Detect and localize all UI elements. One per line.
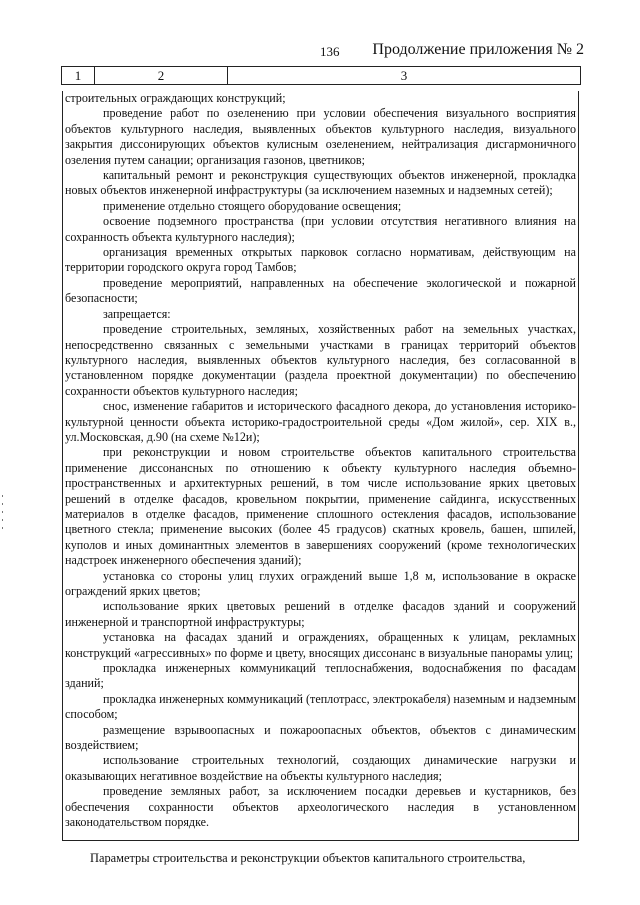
paragraph: освоение подземного пространства (при условии отсутствия негативного влияния на сохранность объекта культурного наследия);: [65, 214, 576, 244]
paragraph: применение отдельно стоящего оборудование освещения;: [103, 198, 402, 213]
scan-mark: [2, 519, 3, 521]
scan-mark: [2, 495, 3, 497]
paragraph: прокладка инженерных коммуникаций (теплотрасс, электрокабеля) наземным и надземным способом;: [65, 691, 577, 722]
paragraph: установка на фасадах зданий и ограждениях, обращенных к улицам, рекламных конструкций «агрессивных» по форме и цвету, вносящих диссонанс в визуальные панорамы улиц;: [65, 630, 576, 660]
scan-mark: [2, 527, 3, 529]
table-header-row: [62, 67, 581, 85]
column-number-2: 2: [95, 67, 228, 85]
paragraph-heading: запрещается:: [103, 306, 171, 321]
paragraph: размещение взрывоопасных и пожароопасных объектов, объектов с динамическим воздействием;: [65, 722, 576, 753]
table-body-cell: [62, 91, 579, 841]
paragraph: использование строительных технологий, создающих динамические нагрузки и оказывающих негативное воздействие на объекты культурного наследия;: [65, 753, 576, 783]
paragraph: проведение работ по озеленению при условии обеспечения визуального восприятия объектов культурного наследия, выявленных объектов культурного наследия, визуального закрытия диссонирующих объектов кулисным озеленением, нейтрализация дисгармоничного озеления путем санации; организация газонов, цветников;: [65, 106, 576, 167]
paragraph: использование ярких цветовых решений в отделке фасадов зданий и сооружений инженерной и транспортной инфраструктуры;: [65, 599, 576, 629]
paragraph: снос, изменение габаритов и исторического фасадного декора, до установления историко-культурной ценности объекта историко-градостроительной среды «Дом жилой», сер. XIX в., ул.Московская, д.90 (на схеме №12и);: [65, 399, 576, 444]
scan-mark: [2, 511, 3, 513]
page-header: [0, 40, 640, 64]
paragraph: проведение земляных работ, за исключением посадки деревьев и кустарников, без обеспечения сохранности объектов археологического наследия в установленном законодательством порядке.: [65, 784, 576, 830]
paragraph: при реконструкции и новом строительстве объектов капитального строительства применение диссонансных по отношению к объекту культурного наследия объемно-пространственных и архитектурных решений, в том числе использование ярких цветовых решений в отделке фасадов, кровельном покрытии, применение сайдинга, искусственных материалов в отделке фасадов, применение сплошного остекления фасадов, использование цветного стекла; применение высоких (более 45 градусов) скатных кровель, башен, шпилей, куполов и иных доминантных элементов в завершениях сооружений (кроме технологических надстроек инженерного обеспечения зданий);: [65, 445, 576, 568]
paragraph: установка со стороны улиц глухих ограждений выше 1,8 м, использование в окраске ограждений ярких цветов;: [65, 568, 576, 598]
paragraph: проведение мероприятий, направленных на обеспечение экологической и пожарной безопасности;: [65, 275, 576, 306]
paragraph: строительных ограждающих конструкций;: [65, 91, 286, 105]
page-number: 136: [320, 44, 340, 59]
paragraph: проведение строительных, земляных, хозяйственных работ на земельных участках, непосредственно связанных с земельными участками в границах территорий объектов культурного наследия, выявленных объектов культурного наследия, без согласованной в установленном порядке документации (раздела проектной документации) по обеспечению сохранности объектов культурного наследия;: [65, 322, 576, 398]
paragraph: прокладка инженерных коммуникаций теплоснабжения, водоснабжения по фасадам зданий;: [65, 661, 576, 691]
scan-mark: [2, 503, 3, 505]
column-number-3: 3: [228, 67, 581, 85]
column-number-1: 1: [62, 67, 95, 85]
section-continuation-text: Параметры строительства и реконструкции объектов капитального строительства,: [90, 851, 526, 865]
scan-margin-marks: [2, 495, 4, 555]
column-header-table: [61, 66, 581, 85]
appendix-title: Продолжение приложения № 2: [372, 41, 584, 58]
paragraph: организация временных открытых парковок согласно нормативам, действующим на территории городского округа город Тамбов;: [65, 245, 576, 275]
paragraph: капитальный ремонт и реконструкция существующих объектов инженерной, прокладка новых объектов инженерной инфраструктуры (за исключением наземных и надземных сетей);: [65, 168, 576, 198]
